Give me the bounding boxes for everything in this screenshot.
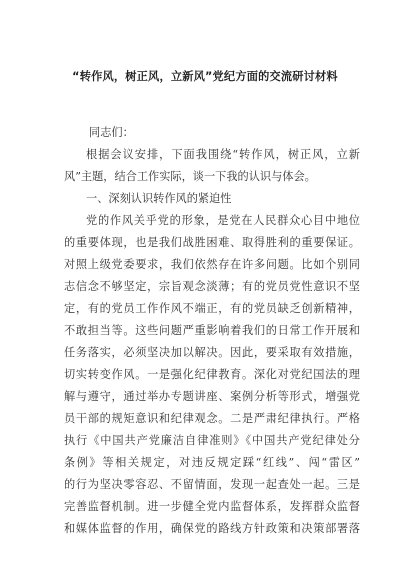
body-line: 完善监督机制。进一步健全党内监督体系，发挥群众监督 — [64, 500, 360, 513]
body-line: 任务落实，必须坚决加以解决。因此，要采取有效措施， — [64, 346, 360, 359]
body-line: 不敢担当等。这些问题严重影响着我们的日常工作开展和 — [64, 324, 360, 337]
body-line: 和媒体监督的作用，确保党的路线方针政策和决策部署落 — [64, 522, 360, 535]
body-line: 员干部的规矩意识和纪律观念。二是严肃纪律执行。严格 — [64, 412, 360, 425]
document-title: “转作风，树正风，立新风”党纪方面的交流研讨材料 — [72, 70, 338, 83]
body-line: 的行为坚决零容忍、不留情面，发现一起查处一起。三是 — [64, 478, 360, 491]
body-line: 对照上级党委要求，我们依然存在许多问题。比如个别同 — [64, 258, 360, 271]
body-line: 志信念不够坚定，宗旨观念淡薄；有的党员党性意识不坚 — [64, 280, 360, 293]
body-line: 定，有的党员工作作风不端正，有的党员缺乏创新精神， — [64, 302, 360, 315]
body-line: 条例》等相关规定，对违反规定踩“红线”、闯“雷区” — [64, 456, 360, 469]
document-body — [64, 122, 360, 540]
body-line: 同志们： — [89, 126, 134, 139]
body-line: 根据会议安排，下面我围绕“转作风，树正风，立新 — [86, 148, 360, 161]
body-line: 风”主题，结合工作实际，谈一下我的认识与体会。 — [64, 170, 316, 183]
body-line: 执行《中国共产党廉洁自律准则》《中国共产党纪律处分 — [64, 434, 360, 447]
body-line: 切实转变作风。一是强化纪律教育。深化对党纪国法的理 — [64, 368, 360, 381]
body-line: 的重要体现，也是我们战胜困难、取得胜利的重要保证。 — [64, 236, 360, 249]
body-line: 党的作风关乎党的形象，是党在人民群众心目中地位 — [86, 214, 360, 227]
body-line: 解与遵守，通过举办专题讲座、案例分析等形式，增强党 — [64, 390, 360, 403]
body-line: 一、深刻认识转作风的紧迫性 — [86, 192, 232, 205]
